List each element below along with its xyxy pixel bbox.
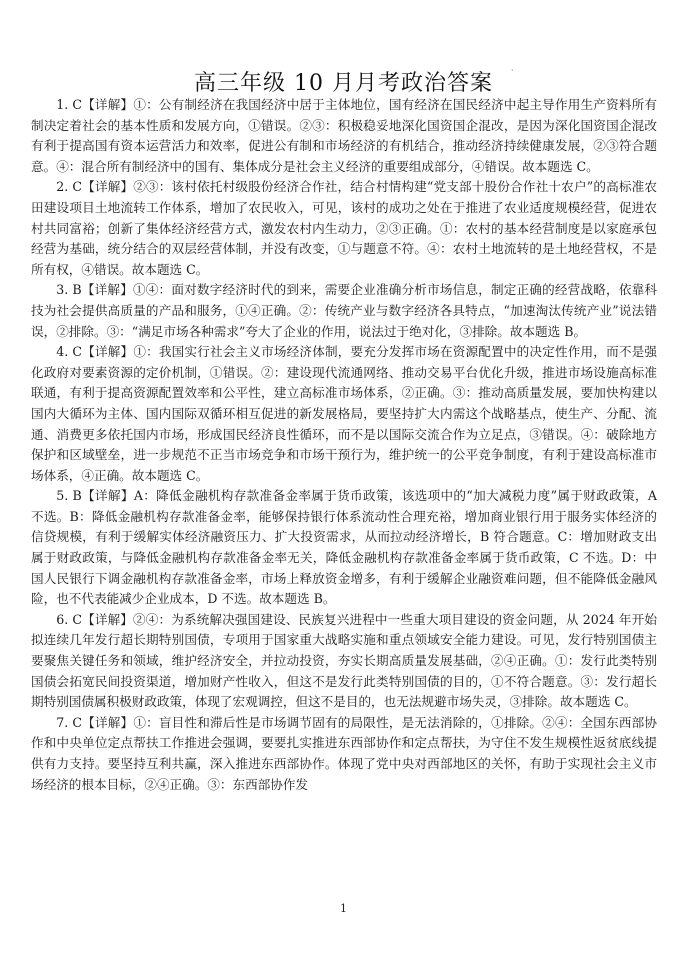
document-title: 高三年级 10 月月考政治答案	[194, 71, 493, 96]
scan-mark: ·	[511, 66, 514, 75]
answer-1: 1. C【详解】①：公有制经济在我国经济中居于主体地位，国有经济在国民经济中起主导作用生产资料所有制决定着社会的基本性质和发展方向，①错误。②③：积极稳妥地深化国资国企混改，是因为深化国资国企混改有利于提高国有资本运营活力和效率，促进公有制和市场经济的有机结合，推动经济持续健康发展，②③符合题意。④：混合所有制经济中的国有、集体成分是社会主义经济的重要组成部分，④错误。故本题选 C。	[31, 97, 657, 174]
answer-3: 3. B【详解】①④：面对数字经济时代的到来，需要企业准确分析市场信息，制定正确的经营战略，依靠科技为社会提供高质量的产品和服务，①④正确。②：传统产业与数字经济各具特点，“加速淘汰传统产业”说法错误，②排除。③：“满足市场各种需求”夸大了企业的作用，说法过于绝对化，③排除。故本题选 B。	[31, 282, 657, 339]
page-number: 1	[340, 902, 347, 915]
answer-4: 4. C【详解】①：我国实行社会主义市场经济体制，要充分发挥市场在资源配置中的决定性作用，而不是强化政府对要素资源的定价机制，①错误。②：建设现代流通网络、推动交易平台优化升级，推进市场设施高标准联通，有利于提高资源配置效率和公平性，建立高标准市场体系，②正确。③：推动高质量发展，要加快构建以国内大循环为主体、国内国际双循环相互促进的新发展格局，要坚持扩大内需这个战略基点，使生产、分配、流通、消费更多依托国内市场，形成国民经济良性循环，而不是以国际交流合作为立足点，③错误。④：破除地方保护和区域壁垒，进一步规范不正当市场竞争和市场干预行为，维护统一的公平竞争制度，有利于建设高标准市场体系，④正确。故本题选 C。	[31, 344, 657, 483]
answer-7: 7. C【详解】①：盲目性和滞后性是市场调节固有的局限性，是无法消除的，①排除。②④：全国东西部协作和中央单位定点帮扶工作推进会强调，要要扎实推进东西部协作和定点帮扶，为守住不发生规模性返贫底线提供有力支持。要坚持互利共赢，深入推进东西部协作。体现了党中央对西部地区的关怀，有助于实现社会主义市场经济的根本目标，②④正确。③：东西部协作发	[31, 714, 657, 792]
answer-list	[31, 95, 657, 795]
answer-2: 2. C【详解】②③：该村依托村级股份经济合作社，结合村情构建“党支部十股份合作社十农户”的高标准农田建设项目土地流转工作体系，增加了农民收入，可见，该村的成功之处在于推进了农业适度规模经营，促进农村共同富裕；创新了集体经济经营方式，激发农村内生动力，②③正确。①：农村的基本经营制度是以家庭承包经营为基础，统分结合的双层经营体制，并没有改变，①与题意不符。④：农村土地流转的是土地经营权，不是所有权，④错误。故本题选 C。	[31, 179, 657, 277]
answer-5: 5. B【详解】A：降低金融机构存款准备金率属于货币政策，该选项中的“加大减税力度”属于财政政策，A 不选。B：降低金融机构存款准备金率，能够保持银行体系流动性合理充裕，增加商业银行用于服务实体经济的信贷规模，有利于缓解实体经济融资压力、扩大投资需求，从而拉动经济增长，B 符合题意。C：增加财政支出属于财政政策，与降低金融机构存款准备金率无关，降低金融机构存款准备金率属于货币政策，C 不选。D：中国人民银行下调金融机构存款准备金率，市场上释放资金增多，有利于缓解企业融资难问题，但不能降低金融风险，也不代表能减少企业成本，D 不选。故本题选 B。	[31, 488, 657, 607]
answer-6: 6. C【详解】②④：为系统解决强国建设、民族复兴进程中一些重大项目建设的资金问题，从 2024 年开始拟连续几年发行超长期特别国债，专项用于国家重大战略实施和重点领域安全能力建设。可见，发行特别国债主要聚焦关键任务和领域，维护经济安全，并拉动投资，夯实长期高质量发展基础，②④正确。①：发行此类特别国债会拓宽民间投资渠道，增加财产性收入，但这不是发行此类特别国债的目的，①不符合题意。③：发行超长期特别国债属积极财政政策，体现了宏观调控，但这不是目的，也无法规避市场失灵，③排除。故本题选 C。	[31, 611, 657, 710]
